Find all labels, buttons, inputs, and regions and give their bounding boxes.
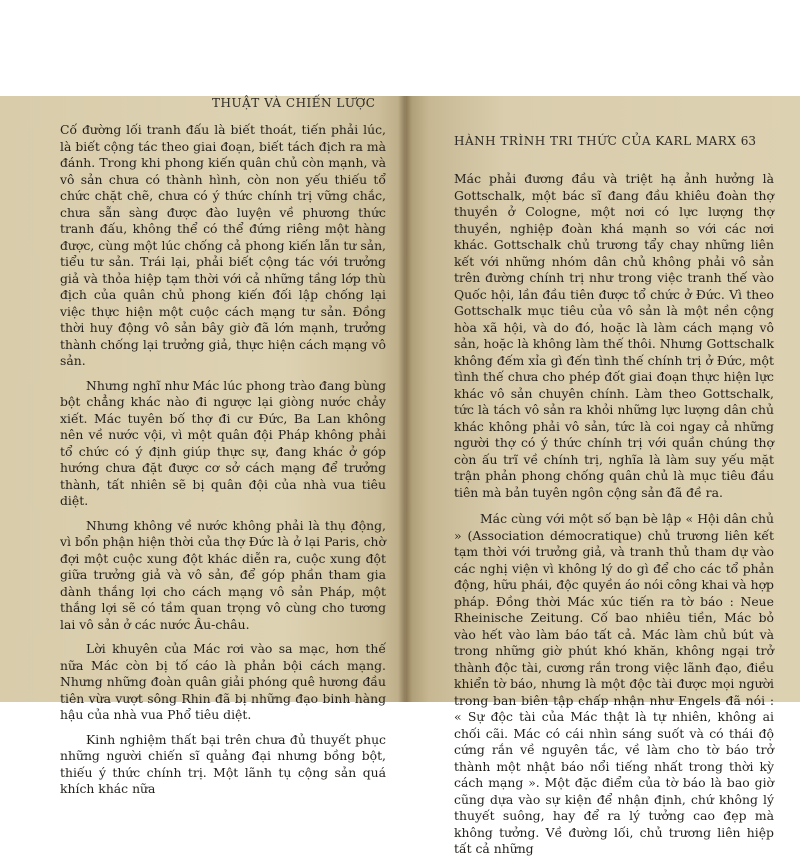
right-paragraph-2: Mác cùng với một số bạn bè lập « Hội dân chủ » (Association démocratique) chủ trương liên kết tạm thời với trưởng giả, và tranh thủ tham dự vào các nghị viện vì không lý do gì để cho các tổ phản động, hữu phái, độc quyền áo nói công khai và hợp pháp. Đồng thời Mác xúc tiến ra tờ báo : Neue Rheinische Zeitung. Cố bao nhiêu tiền, Mác bỏ vào hết vào làm báo tất cả. Mác làm chủ bút và trong những giờ phút khó khăn, không ngại trở thành độc tài, cương rắn trong việc lãnh đạo, điều khiển tờ báo, nhưng là một độc tài được mọi người trong ban biên tập chấp nhận như Engels đã nói : « Sự độc tài của Mác thật là tự nhiên, không ai chối cãi. Mác có cái nhìn sáng suốt và có thái độ cứng rắn về nguyên tắc, về làm cho tờ báo trở thành một nhật báo nổi tiếng nhất trong thời kỳ cách mạng ». Một đặc điểm của tờ báo là bao giờ cũng dựa vào sự kiện để nhận định, chứ không lý thuyết suông, hay để ra lý tưởng cao đẹp mà không tưởng. Về đường lối, chủ trương liên hiệp tất cả những [454, 511, 774, 856]
book-gutter [398, 96, 412, 702]
left-paragraph-3: Nhưng không về nước không phải là thụ động, vì bổn phận hiện thời của thợ Đức là ở lại Paris, chờ đợi một cuộc xung đột khác diễn ra, cuộc xung đột giữa trưởng giả và vô sản, để góp phần tham gia dành thắng lợi cho cách mạng vô sản Pháp, một thắng lợi sẽ có tầm quan trọng vô cùng cho tương lai vô sản ở các nước Âu-châu. [60, 517, 386, 632]
right-page-text [454, 171, 774, 866]
page-number: 63 [740, 134, 756, 148]
right-running-head: HÀNH TRÌNH TRI THỨC CỦA KARL MARX [454, 134, 737, 148]
left-paragraph-4: Lời khuyên của Mác rơi vào sa mạc, hơn thế nữa Mác còn bị tố cáo là phản bội cách mạng. Nhưng những đoàn quân giải phóng quê hương đầu tiên vừa vượt sông Rhin đã bị những đạo binh hàng hậu của nhà vua Phổ tiêu diệt. [60, 641, 386, 722]
left-paragraph-2: Nhưng nghĩ như Mác lúc phong trào đang bùng bột chẳng khác nào đi ngược lại giòng nước chảy xiết. Mác tuyên bố thợ đi cư Đức, Ba Lan không nên về nước vội, vì một quân đội Pháp không phải tổ chức có ý định giúp thực sự, đang khác ở góp hướng chưa đặt được cơ sở cách mạng để trưởng thành, tất nhiên sẽ bị quân đội của nhà vua tiêu diệt. [60, 377, 387, 508]
left-paragraph-5: Kinh nghiệm thất bại trên chưa đủ thuyết phục những người chiến sĩ quảng đại nhưng bồng bột, thiếu ý thức chính trị. Một lãnh tụ cộng sản quá khích khác nữa [60, 731, 386, 796]
right-paragraph-1: Mác phải đương đầu và triệt hạ ảnh hưởng là Gottschalk, một bác sĩ đang đầu khiêu đoàn thợ thuyền ở Cologne, một nơi có lực lượng thợ thuyền, nghiệp đoàn khá mạnh so với các nơi khác. Gottschalk chủ trương tẩy chay những liên kết với những nhóm dân chủ không phải vô sản trên đường chính trị như trong việc tranh thế vào Quốc hội, lần đầu tiên được tổ chức ở Đức. Vì theo Gottschalk mục tiêu của vô sản là một nền cộng hòa xã hội, và do đó, hoặc là làm cách mạng vô sản, hoặc là không làm thế thôi. Nhưng Gottschalk không đếm xỉa gì đến tình thế chính trị ở Đức, một tình thế chưa cho phép đốt giai đoạn thực hiện lực khác vô sản chuyên chính. Làm theo Gottschalk, tức là tách vô sản ra khỏi những lực lượng dân chủ khác không phải vô sản, tức là coi ngay cả những người thợ có ý thức chính trị với quần chúng thợ còn ấu trĩ về chính trị, nghĩa là làm suy yếu mặt trận phản phong chống quân chủ là mục tiêu đầu tiên mà bản tuyên ngôn cộng sản đã đề ra. [454, 171, 774, 500]
open-book [0, 96, 800, 856]
left-running-head: THUẬT VÀ CHIẾN LƯỢC [212, 96, 376, 110]
left-paragraph-1: Cố đường lối tranh đấu là biết thoát, tiến phải lúc, là biết cộng tác theo giai đoạn, biết tách địch ra mà đánh. Trong khi phong kiến quân chủ còn mạnh, và vô sản chưa có thành hình, còn non yếu thiếu tổ chức chặt chẽ, chưa có ý thức chính trị vững chắc, chưa sẵn sàng được đào luyện về phương thức tranh đấu, không thể có thể đứng riêng một hàng được, cùng một lúc chống cả phong kiến lẫn tư sản, tiểu tư sản. Trái lại, phải biết cộng tác với trưởng giả và thỏa hiệp tạm thời với cả những tầng lớp thù địch của quân chủ phong kiến đối lập chống lại việc thực hiện một cuộc cách mạng tư sản. Đồng thời huy động vô sản bây giờ đã lớn mạnh, trưởng thành chống lại trưởng giả, thực hiện cách mạng vô sản. [60, 122, 386, 368]
left-page-text [60, 122, 386, 806]
right-page [406, 96, 800, 856]
left-page [0, 96, 406, 796]
